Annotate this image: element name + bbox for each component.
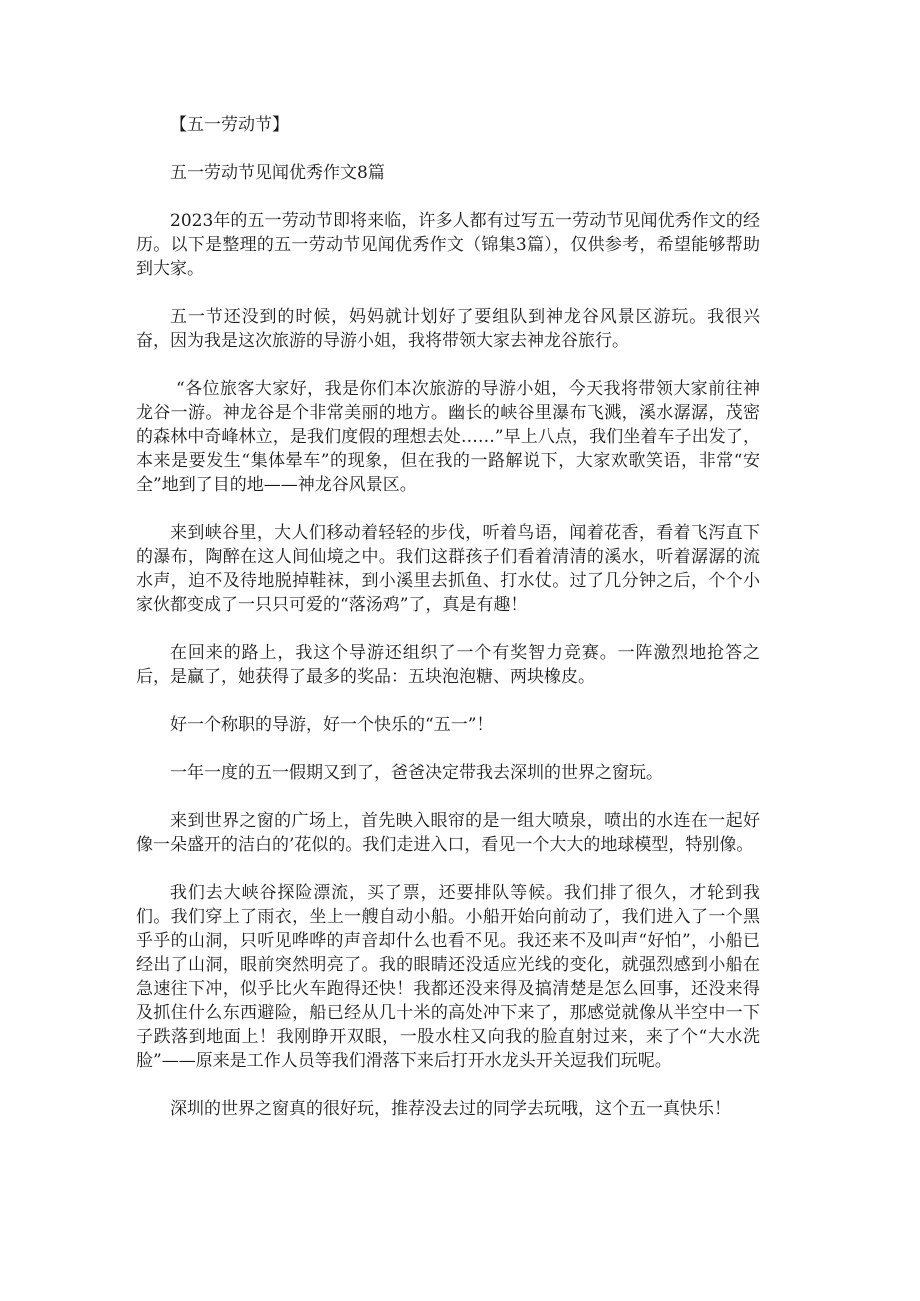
- paragraph-trip-plan: 五一节还没到的时候，妈妈就计划好了要组队到神龙谷风景区游玩。我很兴奋，因为我是这次旅游的导游小姐，我将带领大家去神龙谷旅行。: [136, 307, 760, 351]
- paragraph-guide-speech: “各位旅客大家好，我是你们本次旅游的导游小姐，今天我将带领大家前往神龙谷一游。神龙谷是个非常美丽的地方。幽长的峡谷里瀑布飞溅，溪水潺潺，茂密的森林中奇峰林立，是我们度假的理想去处……”早上八点，我们坐着车子出发了，本来是要发生“集体晕车”的现象，但在我的一路解说下，大家欢歌笑语，非常“安全”地到了目的地——神龙谷风景区。: [136, 379, 760, 495]
- paragraph-valley: 来到峡谷里，大人们移动着轻轻的步伐，听着鸟语，闻着花香，看着飞泻直下的瀑布，陶醉在这人间仙境之中。我们这群孩子们看着清清的溪水，听着潺潺的流水声，迫不及待地脱掉鞋袜，到小溪里去抓鱼、打水仗。过了几分钟之后，个个小家伙都变成了一只只可爱的“落汤鸡”了，真是有趣！: [136, 523, 760, 615]
- paragraph-fountain: 来到世界之窗的广场上，首先映入眼帘的是一组大喷泉，喷出的水连在一起好像一朵盛开的洁白的’花似的。我们走进入口，看见一个大大的地球模型，特别像。: [136, 811, 760, 855]
- paragraph-rafting: 我们去大峡谷探险漂流，买了票，还要排队等候。我们排了很久，才轮到我们。我们穿上了雨衣，坐上一艘自动小船。小船开始向前动了，我们进入了一个黑乎乎的山洞，只听见哗哗的声音却什么也看不见。我还来不及叫声“好怕”，小船已经出了山洞，眼前突然明亮了。我的眼睛还没适应光线的变化，就强烈感到小船在急速往下冲，似乎比火车跑得还快！我都还没来得及搞清楚是怎么回事，还没来得及抓住什么东西避险，船已经从几十米的高处冲下来了，那感觉就像从半空中一下子跌落到地面上！我刚睁开双眼，一股水柱又向我的脸直射过来，来了个“大水洗脸”——原来是工作人员等我们滑落下来后打开水龙头开关逗我们玩呢。: [136, 883, 760, 1071]
- paragraph-conclusion: 深圳的世界之窗真的很好玩，推荐没去过的同学去玩哦，这个五一真快乐！: [170, 1099, 731, 1119]
- paragraph-quiz: 在回来的路上，我这个导游还组织了一个有奖智力竞赛。一阵激烈地抢答之后，是赢了，她获得了最多的奖品：五块泡泡糖、两块橡皮。: [136, 643, 760, 687]
- paragraph-holiday: 一年一度的五一假期又到了，爸爸决定带我去深圳的世界之窗玩。: [170, 763, 663, 783]
- paragraph-intro: 2023年的五一劳动节即将来临，许多人都有过写五一劳动节见闻优秀作文的经历。以下是整理的五一劳动节见闻优秀作文（锦集3篇），仅供参考，希望能够帮助到大家。: [136, 211, 760, 279]
- document-heading: 【五一劳动节】: [170, 115, 289, 135]
- paragraph-happy-guide: 好一个称职的导游，好一个快乐的“五一”！: [170, 715, 494, 735]
- document-subtitle: 五一劳动节见闻优秀作文8篇: [170, 163, 385, 183]
